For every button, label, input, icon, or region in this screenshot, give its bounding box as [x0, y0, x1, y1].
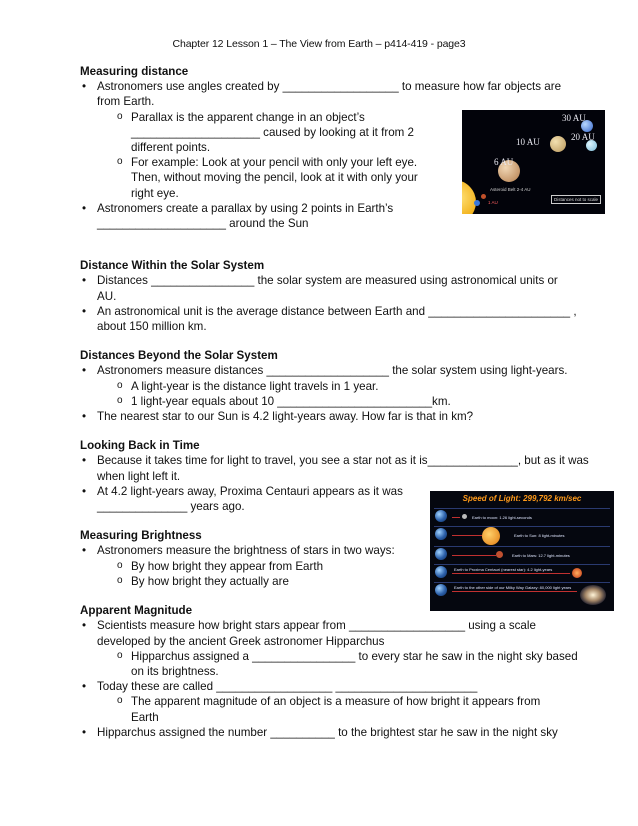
speed-of-light-figure: [430, 491, 614, 611]
light-row: [434, 526, 610, 545]
not-to-scale-note: Distances not to scale: [551, 195, 601, 204]
light-row-text: Earth to moon: 1.26 light-seconds: [472, 515, 532, 520]
sun-icon: [482, 527, 500, 545]
arrow-icon: [452, 591, 577, 592]
section-title-measuring-brightness: Measuring Brightness: [80, 529, 202, 543]
label-1au: 1 AU: [488, 200, 498, 205]
speed-of-light-title: Speed of Light: 299,792 km/sec: [462, 494, 582, 503]
label-10au: 10 AU: [516, 137, 540, 147]
light-row-text: Earth to Mars: 12.7 light-minutes: [512, 553, 570, 558]
label-asteroid-belt: Asteroid Belt 2-4 AU: [490, 187, 531, 192]
bullet: • Astronomers measure distances ___________________ the solar system using light-years.: [80, 363, 597, 378]
bullet: • Astronomers measure the brightness of stars in two ways:: [80, 543, 442, 558]
earth-icon: [435, 510, 447, 522]
earth-image: [474, 200, 480, 206]
light-row: [434, 564, 610, 581]
mars-image: [481, 194, 486, 199]
label-30au: 30 AU: [562, 113, 586, 123]
sun-image: [462, 180, 476, 214]
moon-icon: [462, 514, 467, 519]
light-row-text: Earth to the other side of our Milky Way Galaxy: 80,000 light years: [454, 585, 572, 590]
bullet: • Astronomers use angles created by __________________ to measure how far objects are from Earth.: [80, 79, 587, 109]
light-row: [434, 546, 610, 563]
bullet: • The nearest star to our Sun is 4.2 light-years away. How far is that in km?: [80, 409, 580, 424]
solar-system-figure: [462, 110, 605, 214]
sub-bullet: o Parallax is the apparent change in an object’s ____________________ caused by looking at it from 2 different points.: [80, 110, 416, 156]
mars-icon: [496, 551, 503, 558]
sub-bullet: o For example: Look at your pencil with only your left eye. Then, without moving the pencil, look at it with only your right eye.: [80, 155, 443, 201]
section-title-looking-back: Looking Back in Time: [80, 439, 200, 453]
earth-icon: [435, 566, 447, 578]
bullet: • At 4.2 light-years away, Proxima Centauri appears as it was ______________ years ago.: [80, 484, 427, 514]
sub-bullet: o The apparent magnitude of an object is a measure of how bright it appears from Earth: [80, 694, 551, 724]
section-title-apparent-magnitude: Apparent Magnitude: [80, 604, 193, 618]
light-row: [434, 582, 610, 609]
arrow-icon: [452, 555, 496, 556]
bullet: • Today these are called __________________ ______________________: [80, 679, 580, 694]
arrow-icon: [452, 517, 460, 518]
bullet: • Hipparchus assigned the number __________ to the brightest star he saw in the night sky: [80, 725, 597, 740]
light-row-text: Earth to Proxima Centauri (nearest star): 4.2 light-years: [454, 567, 553, 572]
sub-bullet: o By how bright they appear from Earth: [80, 559, 580, 574]
earth-icon: [435, 584, 447, 596]
section-title-distance-within: Distance Within the Solar System: [80, 259, 265, 273]
bullet: • An astronomical unit is the average distance between Earth and ______________________ , about 150 million km.: [80, 304, 597, 334]
sub-bullet: o 1 light-year equals about 10 ________________________km.: [80, 394, 580, 409]
bullet: • Distances ________________ the solar system are measured using astronomical units or AU.: [80, 273, 577, 303]
saturn-image: [550, 136, 566, 152]
bullet: • Astronomers create a parallax by using 2 points in Earth’s ____________________ around the Sun: [80, 201, 422, 231]
section-title-distances-beyond: Distances Beyond the Solar System: [80, 349, 278, 363]
galaxy-icon: [580, 585, 606, 605]
label-20au: 20 AU: [571, 132, 595, 142]
earth-icon: [435, 548, 447, 560]
sub-bullet: o By how bright they actually are: [80, 574, 580, 589]
sub-bullet: o Hipparchus assigned a ________________ to every star he saw in the night sky based on its brightness.: [80, 649, 591, 679]
arrow-icon: [452, 535, 482, 536]
bullet: • Because it takes time for light to travel, you see a star not as it is______________, but as it was when light left it.: [80, 453, 592, 483]
arrow-icon: [452, 573, 570, 574]
light-row-text: Earth to Sun: 8 light-minutes: [514, 533, 565, 538]
section-title-measuring-distance: Measuring distance: [80, 65, 189, 78]
light-row: [434, 508, 610, 525]
star-icon: [572, 568, 582, 578]
page-header: Chapter 12 Lesson 1 – The View from Earth – p414-419 - page3: [172, 38, 466, 50]
sub-bullet: o A light-year is the distance light travels in 1 year.: [80, 379, 580, 394]
earth-icon: [435, 528, 447, 540]
bullet: • Scientists measure how bright stars appear from __________________ using a scale developed by the ancient Greek astronomer Hipparchus: [80, 618, 577, 648]
label-6au: 6 AU: [494, 157, 514, 167]
